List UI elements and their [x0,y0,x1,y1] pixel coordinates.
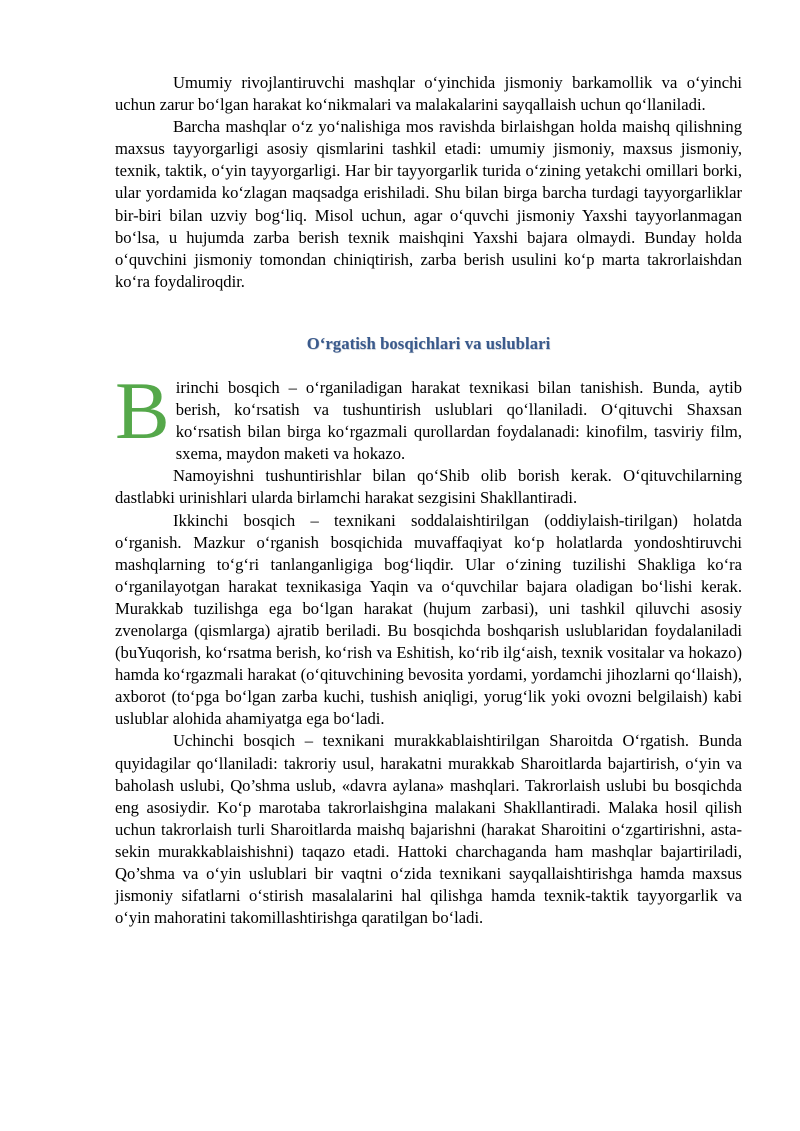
paragraph-training-types: Barcha mashqlar o‘z yo‘nalishiga mos ravishda birlaishgan holda maishq qilishning maxsus tayyorgarligi asosiy qismlarini tashkil etadi: umumiy jismoniy, maxsus jismoniy, texnik, taktik, o‘yin tayyorgarligi. Har bir tayyorgarlik turida o‘zining yetakchi omillari borki, ular yordamida ko‘zlagan maqsadga erishiladi. Shu bilan birga barcha turdagi tayyorgarliklar bir-biri bilan uzviy bog‘liq. Misol uchun, agar o‘quvchi jismoniy Yaxshi tayyorlanmagan bo‘lsa, u hujumda zarba berish texnik maishqini Yaxshi bajara olmaydi. Bunday holda o‘quvchini jismoniy tomondan chiniqtirish, zarba berish usulini ko‘p marta takrorlaishdan ko‘ra foydaliroqdir. [115,117,742,291]
paragraph-stage-one [115,364,742,465]
paragraph-stage-three: Uchinchi bosqich – texnikani murakkablaishtirilgan Sharoitda O‘rgatish. Bunda quyidagilar qo‘llaniladi: takroriy usul, harakatni murakkab Sharoitlarda bajartirish, o‘yin va baholash uslubi, Qo’shma uslub, «davra aylana» mashqlari. Takrorlaish uslubi bu bosqichda eng asosiydir. Ko‘p marotaba takrorlaishgina malakani Shakllantiradi. Malaka hosil qilish uchun takrorlaish turli Sharoitlarda maishq bajarishni (harakat Sharoitini o‘zgartirishni, asta-sekin murakkablaishishni) taqazo etadi. Hattoki charchaganda ham mashqlar bajartiriladi, Qo’shma va o‘yin uslublari bir vaqtni o‘zida texnikani sayqallaishtirishga hamda maxsus jismoniy sifatlarni o‘stirish masalalarini hal qilishga hamda texnik-taktik tayyorgarlik va o‘yin mahoratini takomillashtirishga qaratilgan bo‘ladi. [115,731,742,928]
document-page [115,72,742,929]
paragraph-stage-two: Ikkinchi bosqich – texnikani soddalaishtirilgan (oddiylaish-tirilgan) holatda o‘rganish. Mazkur o‘rganish bosqichida muvaffaqiyat ko‘p holatlarda yondoshtiruvchi mashqlarning to‘g‘ri tanlanganligiga bog‘liqdir. Ular o‘zining tuzilishi Shakliga ko‘ra o‘rganilayotgan harakat texnikasiga Yaqin va o‘quvchilar bajara oladigan bo‘lishi kerak. Murakkab tuzilishga ega bo‘lgan harakat (hujum zarbasi), uni tashkil qiluvchi asosiy zvenolarga (qismlarga) ajratib beriladi. Bu bosqichda boshqarish uslublaridan foydalaniladi (buYuqorish, ko‘rsatma berish, ko‘rish va Eshitish, ko‘rib ilg‘aish, texnik vositalar va hokazo) hamda ko‘rgazmali harakat (o‘qituvchining bevosita yordami, yordamchi jihozlarni qo‘llaish), axborot (to‘pga bo‘lgan zarba kuchi, tushish aniqligi, yorug‘lik yoki ovozni belgilaish) kabi uslublar alohida ahamiyatga ega bo‘ladi. [115,510,742,729]
spacer [115,293,742,333]
paragraph-stage-one-text: irinchi bosqich – o‘rganiladigan harakat texnikasi bilan tanishish. Bunda, aytib berish, ko‘rsatish va tushuntirish uslublari qo‘llaniladi. O‘qituvchi Shaxsan ko‘rsatish bilan birga ko‘rgazmali qurollardan foydalanadi: kinofilm, tasviriy film, sxema, maydon maketi va hokazo. [175,377,742,464]
paragraph-demonstration: Namoyishni tushuntirishlar bilan qo‘Shib olib borish kerak. O‘qituvchilarning dastlabki urinishlari ularda birlamchi harakat sezgisini Shakllantiradi. [115,466,742,508]
section-heading: O‘rgatish bosqichlari va uslublari [306,333,551,353]
paragraph-intro: Umumiy rivojlantiruvchi mashqlar o‘yinchida jismoniy barkamollik va o‘yinchi uchun zarur bo‘lgan harakat ko‘nikmalari va malakalarini sayqallaish uchun qo‘llaniladi. [115,73,742,115]
dropcap-letter: B [115,364,170,456]
